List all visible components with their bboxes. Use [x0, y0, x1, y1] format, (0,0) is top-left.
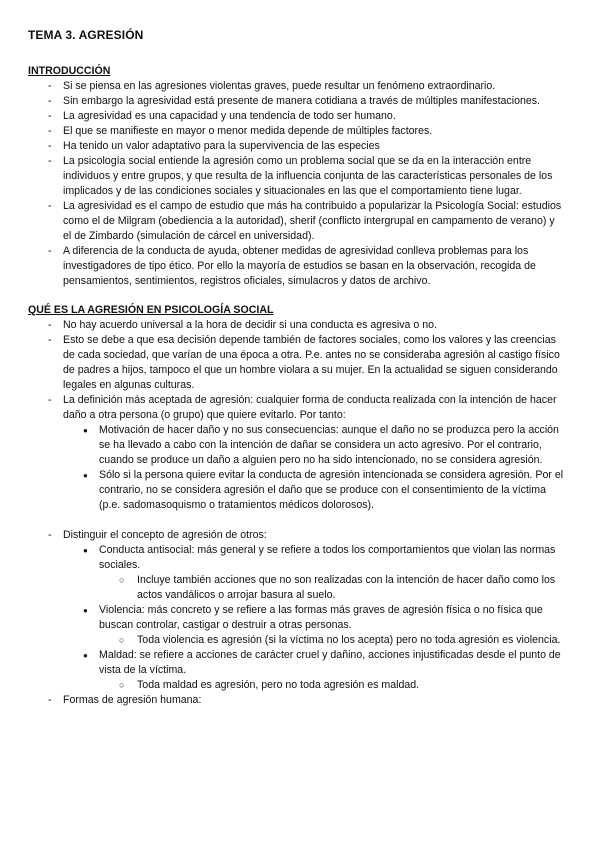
sublist-item: [63, 543, 564, 603]
list-item: [28, 393, 564, 528]
sublist-item-text: Maldad: se refiere a acciones de carácter cruel y dañino, acciones injustificadas desde el punto de vista de la víctima.: [99, 649, 561, 676]
list-item: - Ha tenido un valor adaptativo para la supervivencia de las especies: [28, 139, 564, 154]
sublist-item-text: Conducta antisocial: más general y se refiere a todos los comportamientos que violan las normas sociales.: [99, 544, 556, 571]
intro-heading: INTRODUCCIÓN: [28, 65, 111, 77]
list-item: - Si se piensa en las agresiones violentas graves, puede resultar un fenómeno extraordinario.: [28, 79, 564, 94]
list-item: - El que se manifieste en mayor o menor medida depende de múltiples factores.: [28, 124, 564, 139]
nested-sublist-item: ○ Incluye también acciones que no son realizadas con la intención de hacer daño como los actos vandálicos o arrojar basura al suelo.: [99, 573, 564, 603]
section-heading: QUÉ ES LA AGRESIÓN EN PSICOLOGÍA SOCIAL: [28, 304, 274, 316]
sublist-item: ● Motivación de hacer daño y no sus consecuencias: aunque el daño no se produzca pero la acción se ha llevado a cabo con la intención de dañar se considera un acto agresivo. Por el contrario, cuando se produce un daño a alguien pero no ha sido intencionado, no se considera agresión.: [63, 423, 564, 468]
list-item: - Sin embargo la agresividad está presente de manera cotidiana a través de múltiples manifestaciones.: [28, 94, 564, 109]
sublist: [63, 543, 564, 693]
nested-sublist-item: ○ Toda violencia es agresión (si la víctima no los acepta) pero no toda agresión es violencia.: [99, 633, 564, 648]
list-item: - Esto se debe a que esa decisión depende también de factores sociales, como los valores y las creencias de cada sociedad, que varían de una época a otra. P.e. antes no se consideraba agresión al castigo físico de padres a hijos, tampoco el que un hombre violara a su mujer. En la actualidad se siguen considerando legales en algunas culturas.: [28, 333, 564, 393]
sublist: [63, 423, 564, 513]
nested-sublist: [99, 633, 564, 648]
list-item: - La agresividad es el campo de estudio que más ha contribuido a popularizar la Psicología Social: estudios como el de Milgram (obediencia a la autoridad), sherif (conflicto intergrupal en campamento de verano) y el de Zimbardo (simulación de cárcel en universidad).: [28, 199, 564, 244]
nested-sublist-item: ○ Toda maldad es agresión, pero no toda agresión es maldad.: [99, 678, 564, 693]
list-item: - La psicología social entiende la agresión como un problema social que se da en la interacción entre individuos y entre grupos, y que resulta de la influencia conjunta de las características personales de los implicados y de las condiciones sociales y situacionales en las que el comportamiento tiene lugar.: [28, 154, 564, 199]
list-item-text: La definición más aceptada de agresión: cualquier forma de conducta realizada con la intención de hacer daño a otra persona (o grupo) que quiere evitarlo. Por tanto:: [63, 394, 557, 421]
list-item-text: Distinguir el concepto de agresión de otros:: [63, 529, 267, 541]
sublist-item: [63, 603, 564, 648]
list-item: - No hay acuerdo universal a la hora de decidir si una conducta es agresiva o no.: [28, 318, 564, 333]
sublist-item-text: Violencia: más concreto y se refiere a las formas más graves de agresión física o no física que buscan controlar, castigar o destruir a otras personas.: [99, 604, 543, 631]
sublist-item: ● Sólo si la persona quiere evitar la conducta de agresión intencionada se considera agresión. Por el contrario, no se considera agresión el daño que se produce con el consentimiento de la víctima (p.e. sadomasoquismo o tratamientos médicos dolorosos).: [63, 468, 564, 513]
list-item: [28, 528, 564, 693]
list-item: - A diferencia de la conducta de ayuda, obtener medidas de agresividad conlleva problemas para los investigadores de tipo ético. Por ello la mayoría de estudios se basan en la observación, recogida de pensamientos, sentimientos, registros oficiales, simulacros y datos de archivo.: [28, 244, 564, 289]
spacer: [63, 513, 564, 528]
sublist-item: [63, 648, 564, 693]
list-item: - Formas de agresión humana:: [28, 693, 564, 708]
nested-sublist: [99, 573, 564, 603]
intro-list: [28, 79, 564, 289]
list-item: - La agresividad es una capacidad y una tendencia de todo ser humano.: [28, 109, 564, 124]
section-list: [28, 318, 564, 708]
page-title: TEMA 3. AGRESIÓN: [28, 28, 144, 42]
nested-sublist: [99, 678, 564, 693]
